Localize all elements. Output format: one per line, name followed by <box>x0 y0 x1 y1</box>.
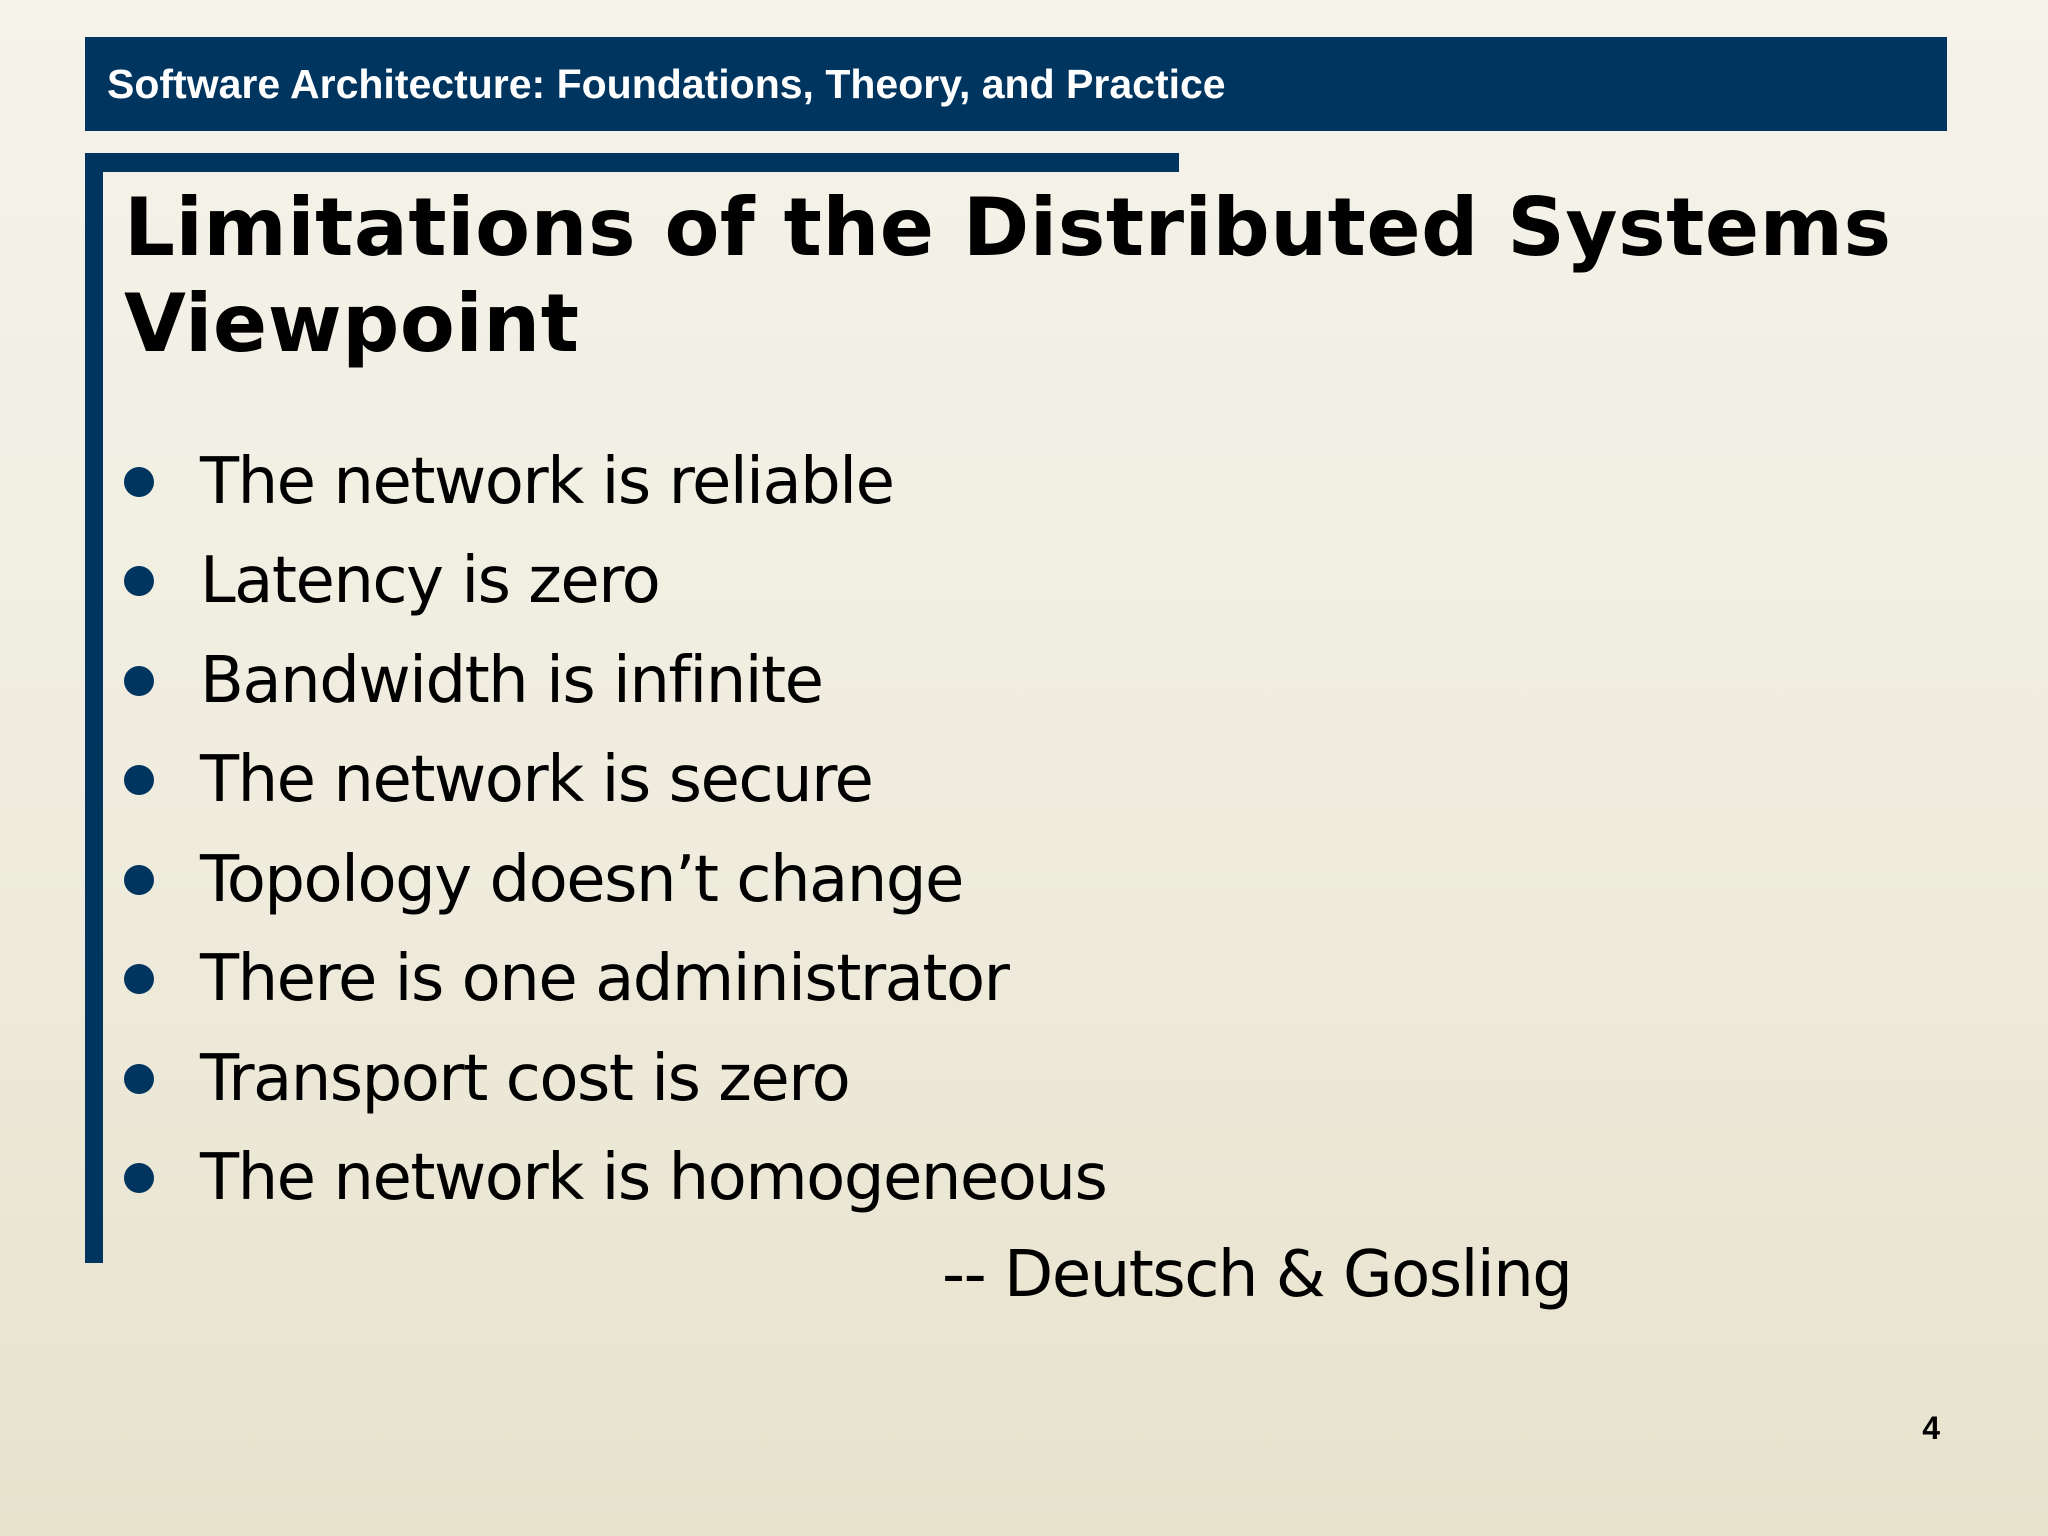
slide-title: Limitations of the Distributed Systems Viewpoint <box>124 181 1892 370</box>
quote-attribution: -- Deutsch & Gosling <box>942 1238 1572 1312</box>
bullet-item <box>124 532 1106 632</box>
bullet-item <box>124 432 1106 532</box>
bullet-text: There is one administrator <box>200 942 1009 1017</box>
header-bar <box>85 37 1947 131</box>
bullet-dot-icon <box>124 467 154 497</box>
bullet-item <box>124 1029 1106 1129</box>
bullet-item <box>124 930 1106 1030</box>
bullet-dot-icon <box>124 765 154 795</box>
bullet-text: The network is homogeneous <box>200 1141 1107 1216</box>
bullet-text: Topology doesn’t change <box>200 842 963 917</box>
bullet-dot-icon <box>124 964 154 994</box>
bullet-item <box>124 631 1106 731</box>
bullet-list <box>124 432 1106 1228</box>
bullet-dot-icon <box>124 1064 154 1094</box>
bullet-dot-icon <box>124 666 154 696</box>
title-frame-top-rule <box>85 153 1179 172</box>
page-number: 4 <box>1922 1410 1940 1446</box>
bullet-dot-icon <box>124 566 154 596</box>
bullet-item <box>124 830 1106 930</box>
bullet-text: Latency is zero <box>200 544 660 619</box>
bullet-item <box>124 731 1106 831</box>
bullet-dot-icon <box>124 865 154 895</box>
bullet-text: Bandwidth is infinite <box>200 643 823 718</box>
bullet-text: The network is secure <box>200 743 873 818</box>
bullet-dot-icon <box>124 1163 154 1193</box>
course-title: Software Architecture: Foundations, Theory, and Practice <box>107 61 1226 107</box>
title-frame-left-rule <box>85 153 103 1263</box>
bullet-item <box>124 1129 1106 1229</box>
bullet-text: Transport cost is zero <box>200 1041 850 1116</box>
bullet-text: The network is reliable <box>200 444 894 519</box>
